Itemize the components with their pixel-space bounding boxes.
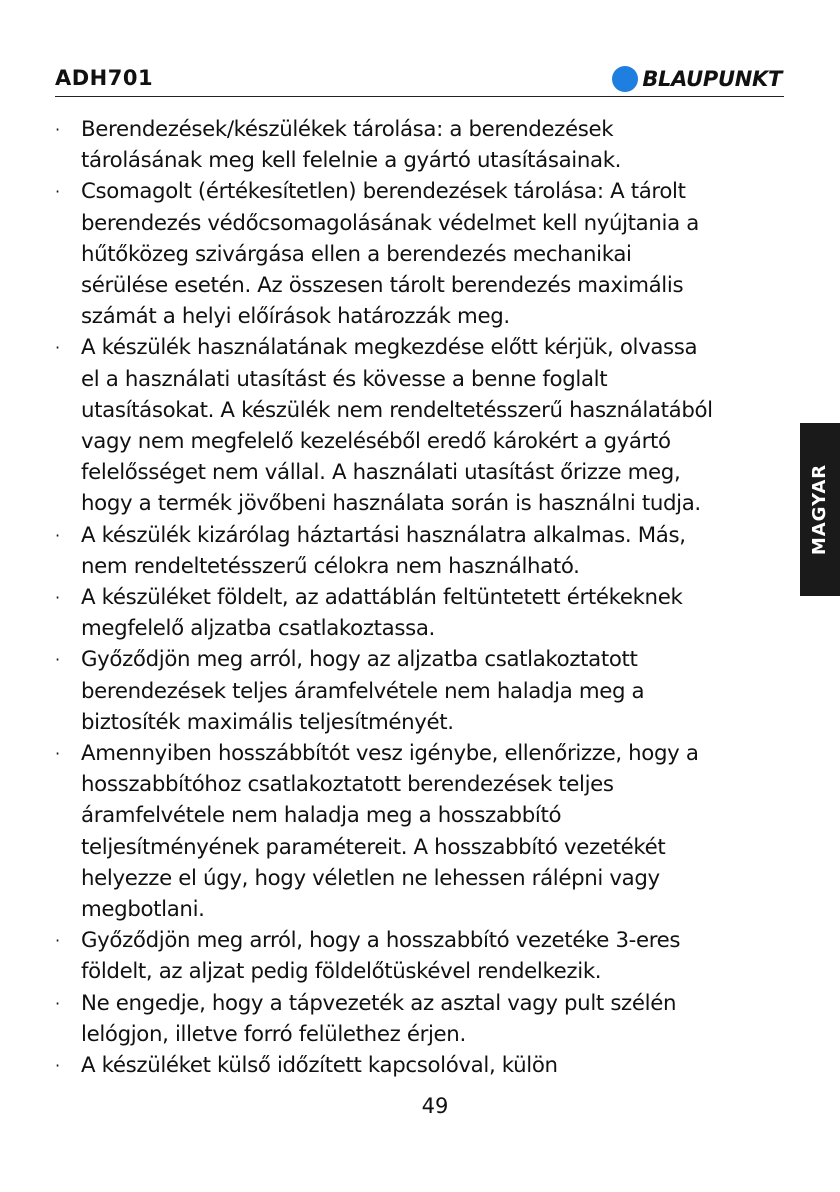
list-item [52, 332, 792, 519]
text-line: vagy nem megfelelő kezeléséből eredő károkért a gyártó [81, 429, 671, 455]
text-line: helyezze el úgy, hogy véletlen ne lehessen rálépni vagy [81, 865, 660, 891]
language-tab [800, 423, 840, 596]
text-line: Amennyiben hosszábbítót vesz igénybe, ellenőrizze, hogy a [81, 741, 699, 767]
bullet-point: · [55, 931, 60, 951]
text-line: Győződjön meg arról, hogy az aljzatba csatlakoztatott [81, 647, 638, 673]
text-line: megbotlani. [81, 897, 205, 923]
bullet-point: · [55, 338, 60, 358]
list-item [52, 176, 792, 332]
text-line: biztosíték maximális teljesítményét. [81, 709, 454, 735]
text-line: hosszabbítóhoz csatlakoztatott berendezések teljes [81, 772, 614, 798]
language-tab-label: MAGYAR [809, 463, 831, 556]
text-line: tárolásának meg kell felelnie a gyártó utasításainak. [81, 148, 622, 174]
list-item [52, 582, 792, 644]
text-line: Győződjön meg arról, hogy a hosszabbító vezetéke 3-eres [81, 928, 681, 954]
bullet-point: · [55, 993, 60, 1013]
text-line: utasításokat. A készülék nem rendeltetésszerű használatából [81, 397, 713, 423]
list-item [52, 738, 792, 925]
text-line: lelógjon, illetve forró felülethez érjen. [81, 1021, 466, 1047]
text-line: berendezések teljes áramfelvétele nem haladja meg a [81, 678, 645, 704]
text-line: számát a helyi előírások határozzák meg. [81, 304, 510, 330]
text-line: Ne engedje, hogy a tápvezeték az asztal vagy pult szélén [81, 990, 677, 1016]
text-line: A készülék használatának megkezdése előtt kérjük, olvassa [81, 335, 698, 361]
text-line: Berendezések/készülékek tárolása: a berendezések [81, 117, 614, 142]
text-line: felelősséget nem vállal. A használati utasítást őrizze meg, [81, 460, 681, 486]
list-item [52, 988, 792, 1050]
safety-instructions-list [52, 114, 792, 1081]
bullet-point: · [55, 182, 60, 202]
list-item [52, 114, 792, 176]
brand-dot-icon [612, 66, 638, 92]
text-line: Csomagolt (értékesítetlen) berendezések tárolása: A tárolt [81, 179, 686, 205]
brand-logo [612, 64, 782, 94]
text-line: berendezés védőcsomagolásának védelmet kell nyújtania a [81, 210, 699, 236]
bullet-point: · [55, 1056, 60, 1076]
text-line: hűtőközeg szivárgása ellen a berendezés mechanikai [81, 241, 632, 267]
text-line: áramfelvétele nem haladja meg a hosszabbító [81, 803, 562, 829]
text-line: sérülése esetén. Az összesen tárolt berendezés maximális [81, 273, 684, 299]
list-item [52, 520, 792, 582]
list-item [52, 644, 792, 738]
text-line: A készüléket külső időzített kapcsolóval, külön [81, 1053, 558, 1079]
text-line: A készüléket földelt, az adattáblán feltüntetett értékeknek [81, 585, 683, 611]
bullet-point: · [55, 588, 60, 608]
model-number: ADH701 [55, 66, 154, 90]
list-item [52, 1050, 792, 1081]
text-line: A készülék kizárólag háztartási használatra alkalmas. Más, [81, 522, 686, 548]
text-line: teljesítményének paramétereit. A hosszabbító vezetékét [81, 834, 666, 860]
text-line: hogy a termék jövőbeni használata során is használni tudja. [81, 491, 701, 517]
text-line: földelt, az aljzat pedig földelőtüskével rendelkezik. [81, 959, 602, 985]
text-line: el a használati utasítást és kövesse a benne foglalt [81, 366, 608, 392]
page-number: 49 [421, 1094, 449, 1118]
text-line: megfelelő aljzatba csatlakoztassa. [81, 616, 435, 642]
text-line: nem rendeltetésszerű célokra nem használható. [81, 553, 580, 579]
bullet-point: · [55, 525, 60, 545]
page-header [55, 62, 784, 97]
bullet-point: · [55, 120, 60, 139]
list-item [52, 925, 792, 987]
bullet-point: · [55, 744, 60, 764]
bullet-point: · [55, 650, 60, 670]
brand-name: BLAUPUNKT [642, 67, 782, 91]
